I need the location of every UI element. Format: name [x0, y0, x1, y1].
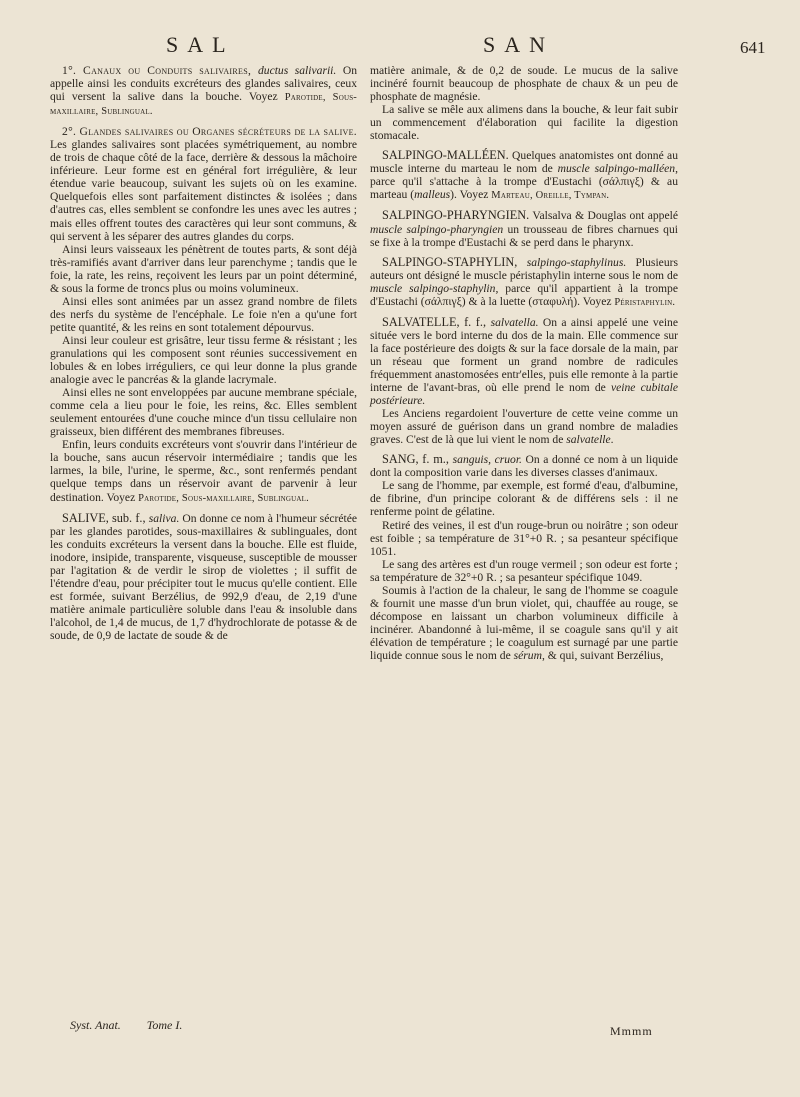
page-number: 641 — [740, 38, 766, 57]
paragraph: Ainsi elles ne sont enveloppées par aucune membrane spéciale, comme cela a lieu pour le foie, les reins, &c. Elles semblent seulement entourées d'une couche mince d'un tissu cellulaire non graisseux, bien différent des membranes fibreuses. — [50, 386, 357, 439]
sheet-mark: Mmmm — [610, 1024, 653, 1038]
entry-salpingo-pharyngien: SALPINGO-PHARYNGIEN. Valsalva & Douglas ont appelé muscle salpingo-pharyngien un trousseau de fibres charnues qui se fixe à la trompe d'Eustachi & se perd dans le pharynx. — [370, 208, 678, 249]
paragraph: Ainsi leurs vaisseaux les pénètrent de toutes parts, & sont déjà très-ramifiés avant d'arriver dans leur parenchyme ; tandis que le foie, la rate, les reins, reçoivent les leurs par un point déterminé, & sous la forme de troncs plus ou moins volumineux. — [50, 242, 357, 295]
paragraph: Retiré des veines, il est d'un rouge-brun ou noirâtre ; son odeur est foible ; sa température de 31°+0 R. ; sa pesanteur spécifique 1051. — [370, 518, 678, 558]
entry-glandes: 2°. Glandes salivaires ou Organes sécréteurs de la salive. Les glandes salivaires sont placées symétriquement, au nombre de trois de chaque côté de la face, derrière & dessous la mâchoire inférieure. Leur forme est en général fort irrégulière, & leur étendue varie beaucoup, suivant les sujets où on les examine. Quelquefois elles sont parfaitement distinctes & isolées ; dans d'autres cas, elles semblent se confondre les unes avec les autres ; mais elles offrent toutes des caractères qui leur sont communs, & qui servent à les séparer des autres glandes du corps. — [50, 125, 357, 243]
running-head-left: SAL — [166, 32, 235, 57]
signature-line: Syst. Anat. Tome I. — [70, 1018, 183, 1032]
paragraph: Soumis à l'action de la chaleur, le sang de l'homme se coagule & fournit une masse d'un brun violet, qui, chauffée au rouge, se décompose en laissant un charbon volumineux difficile à incinérer. Abandonné à lui-même, il se coagule sans qu'il y ait élévation de température ; le coagulum est surnagé par une partie liquide connue sous le nom de sérum, & qui, suivant Berzélius, — [370, 583, 678, 662]
paragraph: Le sang des artères est d'un rouge vermeil ; son odeur est forte ; sa température de 32°+0 R. ; sa pesanteur spécifique 1049. — [370, 557, 678, 584]
running-head-right: SAN — [483, 32, 555, 57]
entry-salvatelle: SALVATELLE, f. f., salvatella. On a ainsi appelé une veine située vers le bord interne du dos de la main. Elle commence sur la face postérieure des doigts & sur la face dorsale de la main, par un réseau que forment un grand nombre de radicules fréquemment anastomosées entr'elles, puis elle remonte à la partie interne de l'avant-bras, où elle prend le nom de veine cubitale postérieure. — [370, 314, 678, 408]
left-column — [50, 64, 357, 642]
entry-salpingo-staphylin: SALPINGO-STAPHYLIN, salpingo-staphylinus. Plusieurs auteurs ont désigné le muscle péristaphylin interne sous le nom de muscle salpingo-staphylin, parce qu'il appartient à la trompe d'Eustachi (σάλπιγξ) & à la luette (σταφυλή). Voyez Péristaphylin. — [370, 254, 678, 308]
paragraph: La salive se mêle aux alimens dans la bouche, & leur fait subir un commencement d'élaboration qui facilite la digestion stomacale. — [370, 103, 678, 143]
entry-salive: SALIVE, sub. f., saliva. On donne ce nom à l'humeur sécrétée par les glandes parotides, sous-maxillaires & sublinguales, dont les conduits excréteurs la versent dans la bouche. Elle est fluide, inodore, insipide, transparente, visqueuse, susceptible de mousser par l'agitation & de verdir le sirop de violettes ; il suffit de l'étendre d'eau, pour précipiter tout le mucus qu'elle contient. Elle est formée, suivant Berzélius, de 992,9 d'eau, de 2,19 d'une matière animale particulière soluble dans l'eau & insoluble dans l'alcohol, de 1,4 de mucus, de 1,7 d'hydrochlorate de potasse & de soude, de 0,9 de lactate de soude & de — [50, 510, 357, 642]
entry-sang: SANG, f. m., sanguis, cruor. On a donné ce nom à un liquide dont la composition varie dans les diverses classes d'animaux. — [370, 452, 678, 480]
paragraph: matière animale, & de 0,2 de soude. Le mucus de la salive incinéré fournit beaucoup de phosphate de chaux & un peu de phosphate de magnésie. — [370, 64, 678, 104]
entry-salpingo-malleen: SALPINGO-MALLÉEN. Quelques anatomistes ont donné au muscle interne du marteau le nom de muscle salpingo-malléen, parce qu'il s'attache à la trompe d'Eustachi (σάλπιγξ) & au marteau (malleus). Voyez Marteau, Oreille, Tympan. — [370, 148, 679, 202]
paragraph: Enfin, leurs conduits excréteurs vont s'ouvrir dans l'intérieur de la bouche, sans aucun réservoir intermédiaire ; tandis que les larmes, la bile, l'urine, le sperme, &c., sont renfermés pendant quelque temps dans un réservoir avant de parvenir à leur destination. Voyez Parotide, Sous-maxillaire, Sublingual. — [50, 438, 357, 504]
paragraph: Ainsi elles sont animées par un assez grand nombre de filets des nerfs du système de l'encéphale. Le foie n'en a qu'une fort petite quantité, & les reins en sont totalement dépourvus. — [50, 294, 357, 334]
paragraph: Ainsi leur couleur est grisâtre, leur tissu ferme & résistant ; les granulations qui les composent sont réunies successivement en lobules & en lobes irréguliers, ce qui leur donne la plus grande analogie avec le pancréas & la glande lacrymale. — [50, 333, 357, 387]
entry-canaux: 1°. Canaux ou Conduits salivaires, ductus salivarii. On appelle ainsi les conduits excréteurs des glandes salivaires, ceux qui versent la salive dans la bouche. Voyez Parotide, Sous-maxillaire, Sublingual. — [50, 64, 357, 118]
paragraph: Le sang de l'homme, par exemple, est formé d'eau, d'albumine, de fibrine, d'un principe colorant & de différens sels : il ne renferme point de gélatine. — [370, 479, 678, 519]
right-column — [370, 64, 678, 662]
paragraph: Les Anciens regardoient l'ouverture de cette veine comme un moyen assuré de guérison dans un grand nombre de maladies graves. C'est de là que lui vient le nom de salvatelle. — [370, 407, 678, 447]
